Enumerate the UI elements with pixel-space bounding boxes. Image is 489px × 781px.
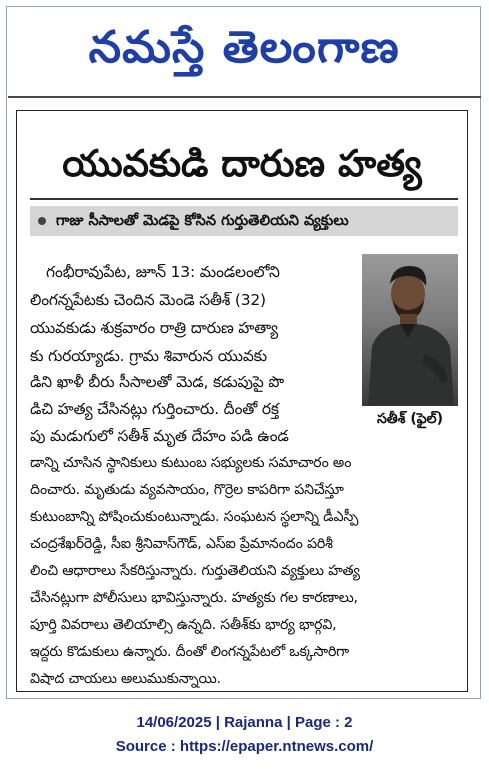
body-line: డిని ఖాళీ బీరు సీసాలతో మెడ, కడుపుపై పొ [30,373,284,391]
body-line: లింగన్నపేటకు చెందిన మెండె సతీశ్ (32) [30,291,266,309]
body-line: డిచి హత్య చేసినట్లు గుర్తించారు. దీంతో రక్త [30,400,279,418]
masthead [0,12,489,84]
body-line: చేసినట్లుగా పోలీసులు భావిస్తున్నారు. హత్యకు గల కారణాలు, [30,590,358,606]
article-deck [30,206,458,236]
body-line: విషాద చాయలు అలుముకున్నాయి. [30,671,221,687]
body-line: కు గురయ్యాడు. గ్రామ శివారున యువకు [30,347,267,365]
photo-caption: సతీశ్ (ఫైల్) [376,411,444,427]
bullet-icon [38,217,46,225]
body-line: కుటుంబాన్ని పోషించుకుంటున్నాడు. సంఘటన స్థలాన్ని డీఎస్పీ [30,509,359,525]
body-line: ఇద్దరు కొడుకులు ఉన్నారు. దీంతో లింగన్నపేటలో ఒక్కసారిగా [30,644,350,660]
headline-divider [30,198,458,200]
masthead-divider [8,96,481,98]
body-line: పూర్తి వివరాలు తెలియాల్సి ఉన్నది. సతీశ్‌కు భార్య భార్గవి, [30,617,337,633]
deck-text: గాజు సీసాలతో మెడపై కోసిన గుర్తుతెలియని వ్యక్తులు [56,213,349,229]
body-line: గంభీరావుపేట, జూన్ 13: మండలంలోని [46,263,280,281]
body-line: యువకుడు శుక్రవారం రాత్రి దారుణ హత్యా [30,319,278,337]
person-photo [362,254,458,406]
person-silhouette-icon [362,254,458,406]
body-line: పు మడుగులో సతీశ్ మృత దేహం పడి ఉండ [30,427,289,445]
body-line: లించి ఆధారాలు సేకరిస్తున్నారు. గుర్తుతెలియని వ్యక్తులు హత్య [30,563,360,579]
body-line: డాన్ని చూసిన స్థానికులు కుటుంబ సభ్యులకు సమాచారం అం [30,455,352,471]
article-headline: యువకుడి దారుణ హత్య [62,141,422,185]
body-line: చంద్రశేఖర్‌రెడ్డి, సీఐ శ్రీనివాస్‌గౌడ్, ఎస్‌ఐ ప్రేమానందం పరిశీ [30,536,333,552]
footer-dateline: 14/06/2025 | Rajanna | Page : 2 [136,714,353,731]
masthead-title: నమస్తే తెలంగాణ [88,22,401,73]
body-line: దించారు. మృతుడు వ్యవసాయం, గొర్రెల కాపరిగా పనిచేస్తూ [30,482,344,498]
footer-source-link[interactable]: Source : https://epaper.ntnews.com/ [115,738,374,755]
